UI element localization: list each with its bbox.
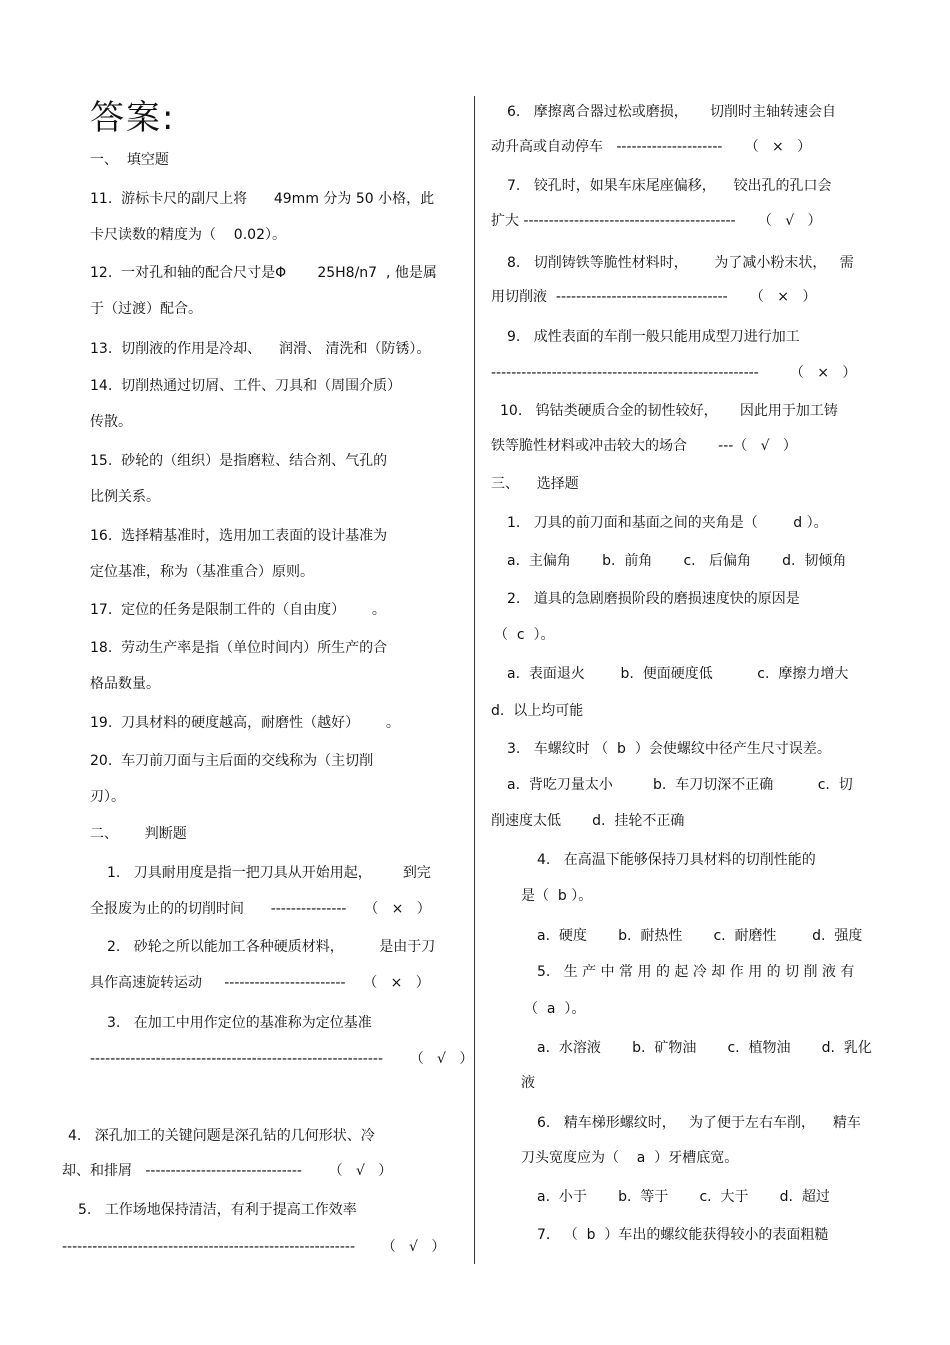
question-line: 7. 铰孔时，如果车床尾座偏移， 铰出孔的孔口会 (507, 178, 832, 194)
question-line: 全报废为止的的切削时间 --------------- （ × ） (90, 901, 431, 917)
section-heading-fill-blank: 一、 填空题 (90, 152, 169, 168)
question-line: 6. 精车梯形螺纹时， 为了便于左右车削， 精车 (537, 1115, 861, 1131)
question-line: 动升高或自动停车 --------------------- （ × ） (491, 139, 812, 155)
question-line: 11. 游标卡尺的副尺上将 49mm 分为 50 小格，此 (90, 191, 435, 207)
question-line: 却、和排屑 ------------------------------- （ √ ） (62, 1163, 393, 1179)
question-line: 1. 刀具耐用度是指一把刀具从开始用起， 到完 (107, 865, 431, 881)
options-line: 削速度太低 d. 挂轮不正确 (491, 813, 685, 829)
question-line: 卡尺读数的精度为（ 0.02）。 (90, 227, 286, 243)
question-line: 4. 在高温下能够保持刀具材料的切削性能的 (537, 852, 816, 868)
question-line: 1. 刀具的前刀面和基面之间的夹角是（ d ）。 (507, 515, 828, 531)
page-title: 答案: (90, 98, 176, 138)
question-line: 9. 成性表面的车削一般只能用成型刀进行加工 (507, 329, 800, 345)
question-line: 2. 砂轮之所以能加工各种硬质材料， 是由于刀 (107, 939, 436, 955)
question-line: 14. 切削热通过切屑、工件、刀具和（周围介质） (90, 378, 402, 394)
question-line: 20. 车刀前刀面与主后面的交线称为（主切削 (90, 753, 374, 769)
options-line: 液 (521, 1075, 535, 1091)
question-line: 铁等脆性材料或冲击较大的场合 ---（ √ ） (491, 438, 797, 454)
options-line: a. 背吃刀量太小 b. 车刀切深不正确 c. 切 (507, 777, 853, 793)
question-line: 19. 刀具材料的硬度越高，耐磨性（越好） 。 (90, 715, 400, 731)
section-heading-true-false: 二、 判断题 (90, 826, 187, 842)
question-line: 15. 砂轮的（组织）是指磨粒、结合剂、气孔的 (90, 453, 388, 469)
question-line: 5. 工作场地保持清洁，有利于提高工作效率 (78, 1202, 357, 1218)
question-line: 具作高速旋转运动 ------------------------ （ × ） (90, 975, 430, 991)
column-divider (474, 96, 475, 1264)
question-line: 3. 在加工中用作定位的基准称为定位基准 (107, 1015, 372, 1031)
question-line: 5. 生 产 中 常 用 的 起 冷 却 作 用 的 切 削 液 有 (537, 964, 855, 980)
question-line: 8. 切削铸铁等脆性材料时， 为了减小粉末状， 需 (507, 255, 854, 271)
question-line: 2. 道具的急剧磨损阶段的磨损速度快的原因是 (507, 591, 800, 607)
question-line: 16. 选择精基准时，选用加工表面的设计基准为 (90, 528, 388, 544)
question-line: 用切削液 ---------------------------------- （ × ） (491, 289, 817, 305)
question-line: ---------------------------------------------------------- （ √ ） (90, 1051, 474, 1067)
question-line: 比例关系。 (90, 489, 160, 505)
question-line: 7. （ b ）车出的螺纹能获得较小的表面粗糙 (537, 1227, 829, 1243)
options-line: a. 主偏角 b. 前角 c. 后偏角 d. 韧倾角 (507, 553, 847, 569)
options-line: d. 以上均可能 (491, 703, 584, 719)
question-line: 格品数量。 (90, 676, 160, 692)
options-line: a. 硬度 b. 耐热性 c. 耐磨性 d. 强度 (537, 928, 863, 944)
question-line: 13. 切削液的作用是冷却、 润滑、 清洗和（防锈）。 (90, 341, 431, 357)
question-line: 刀头宽度应为（ a ）牙槽底宽。 (521, 1150, 739, 1166)
question-line: 10. 钨钴类硬质合金的韧性较好， 因此用于加工铸 (500, 403, 838, 419)
question-line: 6. 摩擦离合器过松或磨损， 切削时主轴转速会自 (507, 104, 836, 120)
question-line: 17. 定位的任务是限制工件的（自由度） 。 (90, 602, 386, 618)
question-line: （ c ）。 (494, 627, 555, 643)
question-line: （ a ）。 (524, 1001, 586, 1017)
question-line: 18. 劳动生产率是指（单位时间内）所生产的合 (90, 640, 388, 656)
question-line: 4. 深孔加工的关键问题是深孔钻的几何形状、冷 (68, 1128, 375, 1144)
section-heading-multiple-choice: 三、 选择题 (491, 476, 579, 492)
question-line: ----------------------------------------------------- （ × ） (491, 365, 857, 381)
question-line: 于（过渡）配合。 (90, 301, 202, 317)
question-line: 刃）。 (90, 789, 125, 805)
question-line: 定位基准，称为（基准重合）原则。 (90, 564, 314, 580)
options-line: a. 水溶液 b. 矿物油 c. 植物油 d. 乳化 (537, 1040, 872, 1056)
options-line: a. 小于 b. 等于 c. 大于 d. 超过 (537, 1189, 830, 1205)
question-line: 传散。 (90, 414, 132, 430)
question-line: ---------------------------------------------------------- （ √ ） (62, 1239, 446, 1255)
options-line: a. 表面退火 b. 便面硬度低 c. 摩擦力增大 (507, 666, 849, 682)
question-line: 是（ b ）。 (521, 888, 593, 904)
question-line: 3. 车螺纹时 （ b ）会使螺纹中径产生尺寸误差。 (507, 741, 831, 757)
question-line: 12. 一对孔和轴的配合尺寸是Φ 25H8/n7 , 他是属 (90, 265, 437, 281)
question-line: 扩大 ------------------------------------------ （ √ ） (491, 213, 822, 229)
